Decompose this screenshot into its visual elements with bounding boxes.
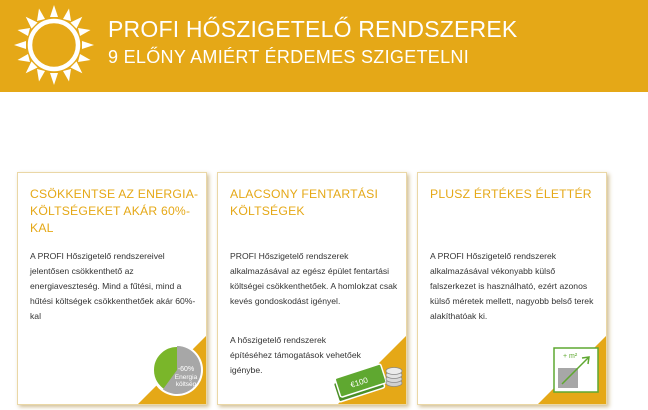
energy-pie-icon	[148, 341, 206, 399]
card-title: PLUSZ ÉRTÉKES ÉLETTÉR	[430, 187, 592, 201]
pie-label-line2: költség	[175, 381, 197, 388]
card-body: A PROFI Hőszigetelő rendszerek alkalmazásával vékonyabb külső falszerkezet is használható, ezért azonos külső méretek mellett, nagyobb belső terek alakíthatóak ki.	[430, 251, 594, 321]
money-icon	[330, 353, 404, 403]
card-body: PROFI Hőszigetelő rendszerek alkalmazásával az egész épület fentartási költségei csökkenthetőek. A homlokzat csak kevés gondoskodást igényel.	[230, 251, 398, 306]
sun-icon	[12, 3, 96, 87]
card-title: CSÖKKENTSE AZ ENERGIA-KÖLTSÉGEKET AKÁR 60%-KAL	[30, 187, 199, 235]
space-label: + m²	[563, 353, 578, 360]
card-energy-costs	[17, 172, 207, 405]
money-note-label: €100	[349, 375, 370, 390]
card-body-subsidy: A hőszigetelő rendszerek építéséhez támogatások vehetőek igénybe.	[230, 335, 361, 375]
coin-stack-icon	[386, 368, 402, 387]
card-maintenance-costs	[217, 172, 407, 405]
living-space-icon	[552, 346, 602, 396]
card-body: A PROFI Hőszigetelő rendszereivel jelentősen csökkenthető az energiaveszteség. Mind a fűtési, mind a hűtési költségek csökkenthetőek akár 60%-kal	[30, 251, 196, 321]
card-title: ALACSONY FENTARTÁSI KÖLTSÉGEK	[230, 187, 379, 218]
header-banner	[0, 0, 648, 92]
pie-label-line1: Energia	[174, 374, 198, 381]
card-living-space	[417, 172, 607, 405]
pie-percent-label: -60%	[177, 366, 195, 373]
page-subtitle: 9 ELŐNY AMIÉRT ÉRDEMES SZIGETELNI	[108, 47, 470, 67]
page-title: PROFI HŐSZIGETELŐ RENDSZEREK	[108, 16, 518, 42]
